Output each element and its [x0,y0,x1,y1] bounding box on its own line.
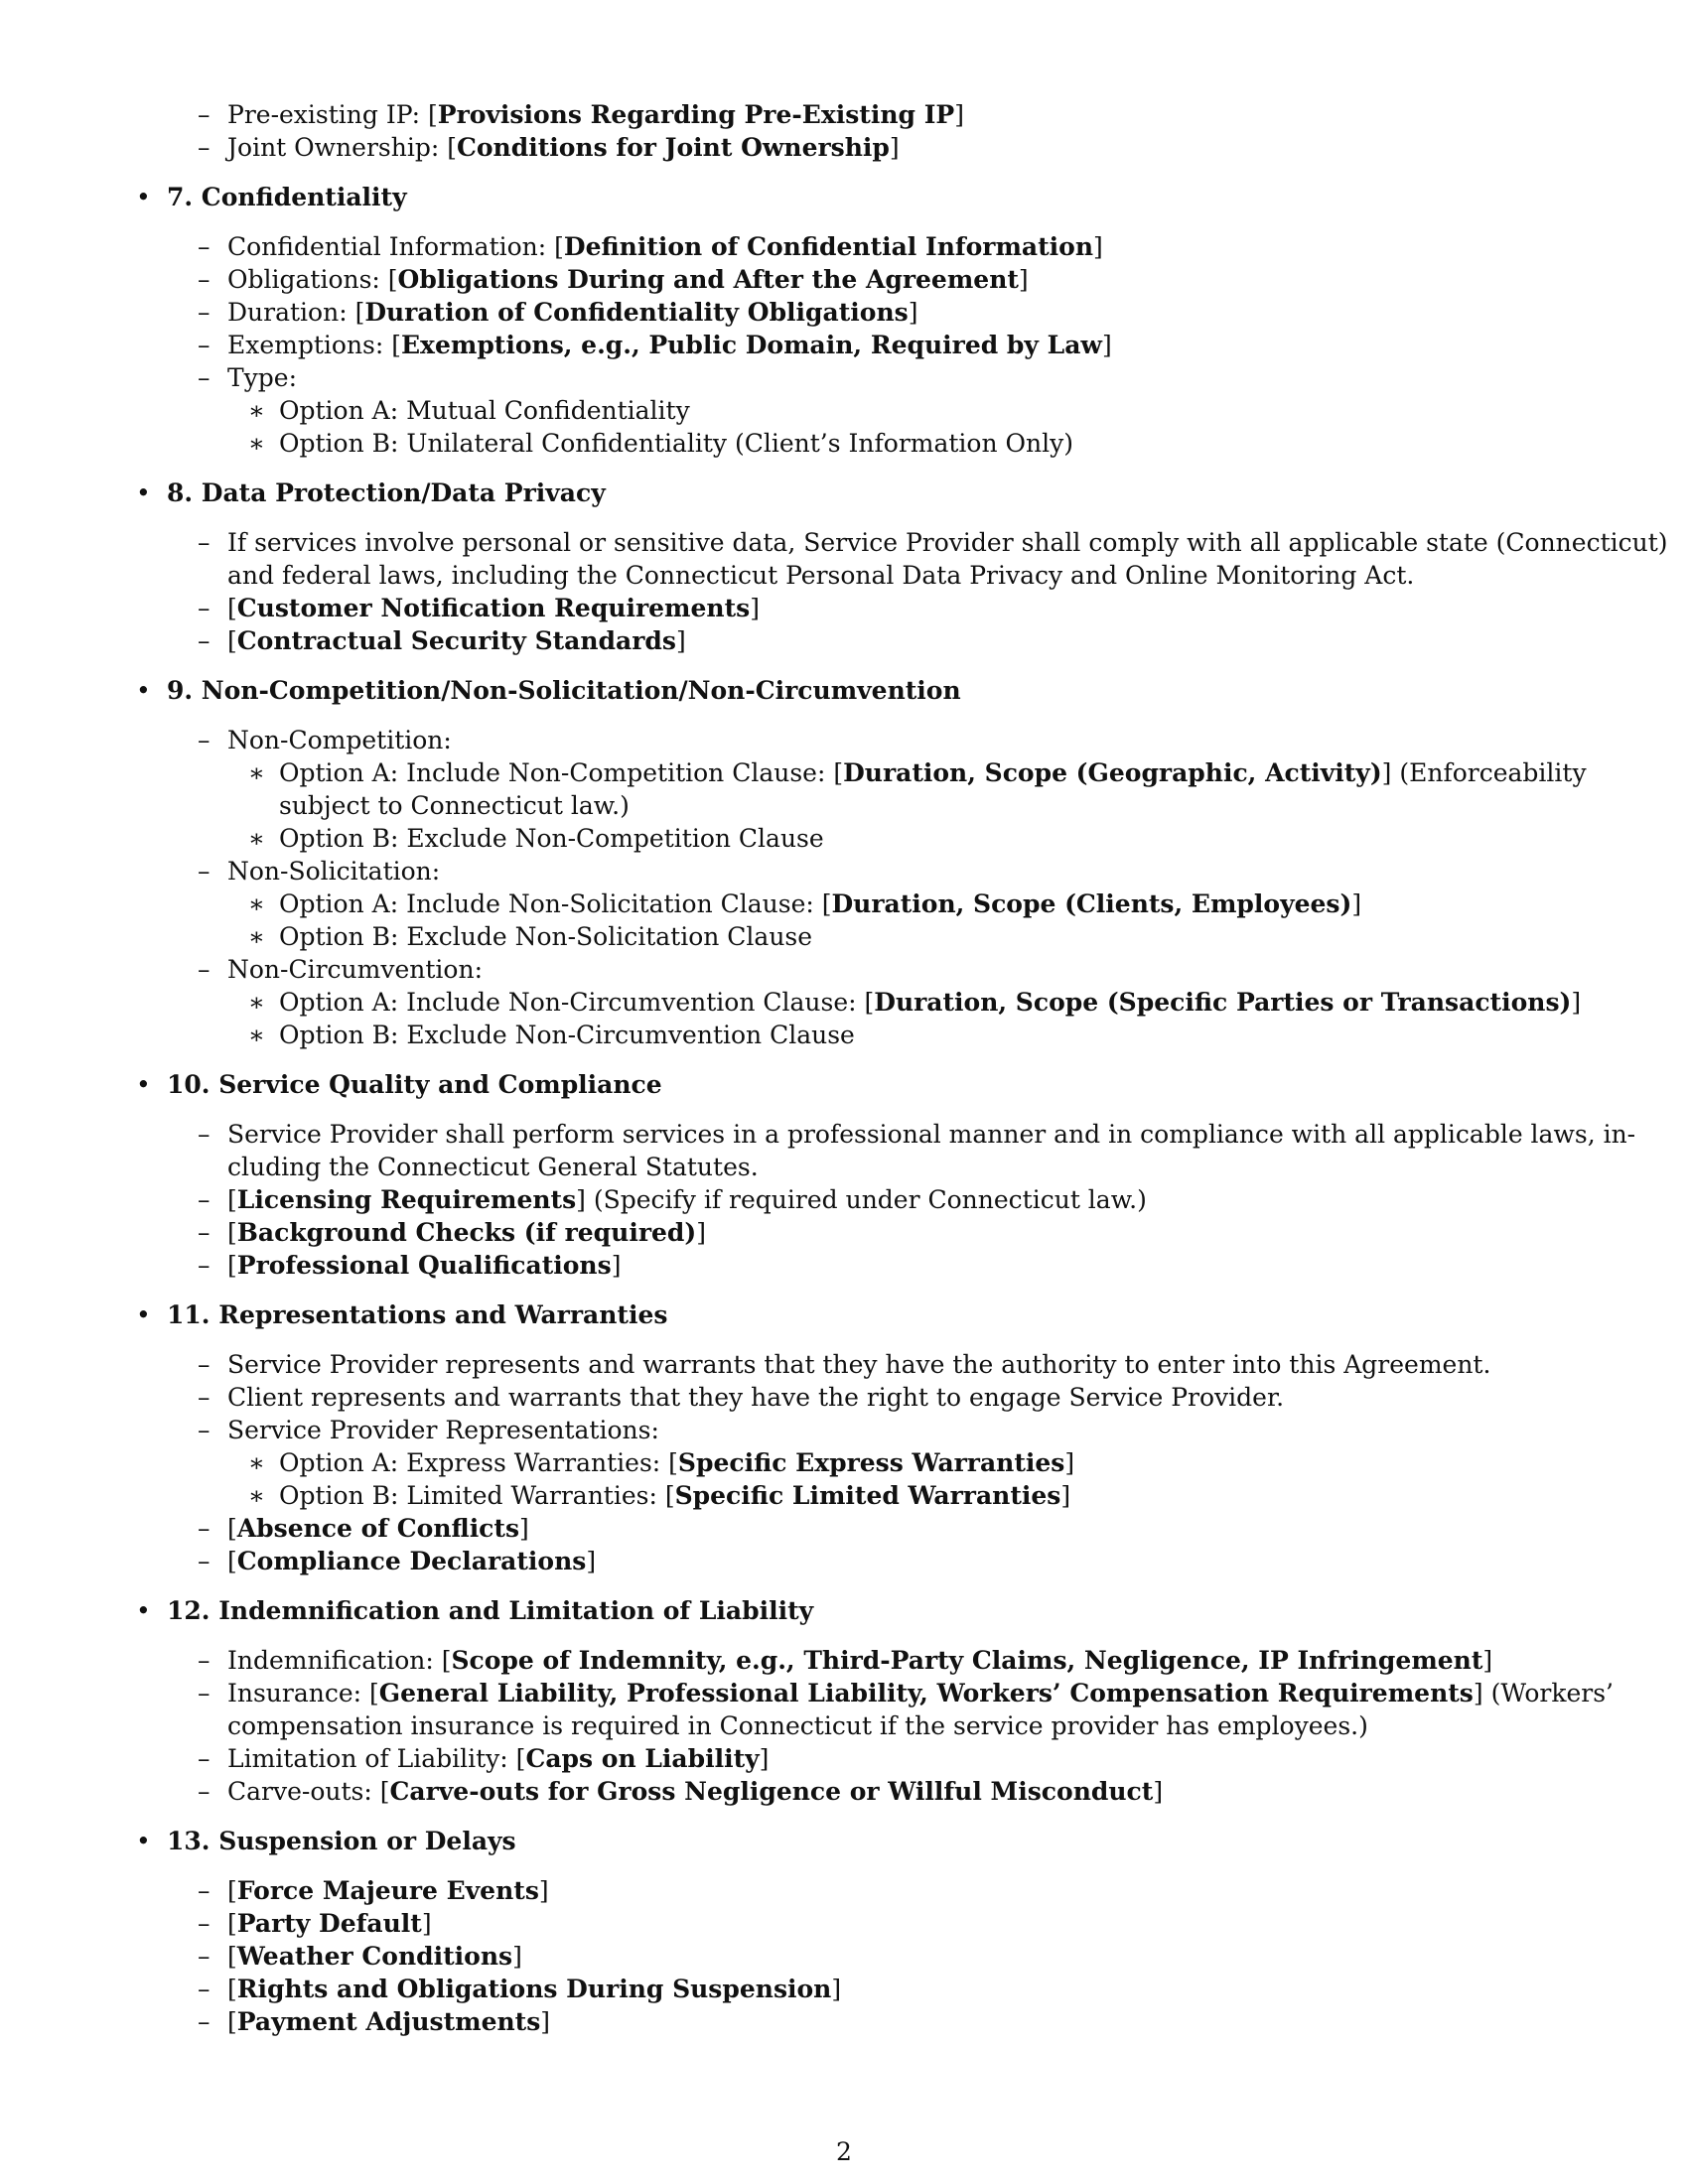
dash-marker: – [198,1942,211,1971]
text-segment: ] [611,1251,622,1280]
text-segment: [ [227,1514,237,1543]
placeholder-field: Specific Express Warranties [677,1448,1065,1477]
text-segment: ] [831,1975,842,2003]
text-segment: [ [227,2007,237,2036]
dash-marker: – [198,133,211,162]
dash-marker: – [198,528,211,557]
text-segment: Non-Circumvention: [227,955,483,984]
text-segment: cluding the Connecticut General Statutes. [227,1153,759,1181]
dash-marker: – [198,1646,211,1675]
dash-marker: – [198,1909,211,1938]
text-segment: Service Provider represents and warrants that they have the authority to enter into this Agreement. [227,1350,1491,1379]
section-heading [167,478,606,509]
text-segment: and federal laws, including the Connecticut Personal Data Privacy and Online Monitoring Act. [227,561,1415,590]
text-segment: [ [227,626,237,655]
list-item [227,1349,1490,1381]
list-item [227,1382,1284,1414]
text-segment: compensation insurance is required in Connecticut if the service provider has employees.) [227,1711,1368,1740]
text-segment: ] [1101,331,1112,359]
text-segment: Confidential Information: [ [227,232,564,261]
text-segment: [ [227,1876,237,1905]
dash-marker: – [198,955,211,984]
placeholder-field: Caps on Liability [525,1744,760,1773]
bullet-marker: • [136,478,151,507]
dash-marker: – [198,100,211,129]
dash-marker: – [198,1514,211,1543]
dash-marker: – [198,1350,211,1379]
bullet-marker: • [136,183,151,211]
text-segment: [ [227,1975,237,2003]
text-segment: [ [227,1942,237,1971]
list-item [279,1020,855,1051]
text-segment: ] [540,2007,551,2036]
list-item [227,1250,621,1282]
text-segment: ] [908,298,918,327]
list-item [227,1776,1163,1808]
placeholder-field: Party Default [236,1909,422,1938]
star-marker: ∗ [248,1448,265,1477]
section-heading [167,182,407,213]
text-segment: Option A: Mutual Confidentiality [279,396,690,425]
list-item [227,1875,549,1907]
list-item [227,1152,759,1183]
list-item [279,921,812,953]
dash-marker: – [198,1185,211,1214]
list-item [227,560,1414,592]
list-item [279,987,1581,1019]
text-segment: Service Provider Representations: [227,1416,659,1444]
text-segment: Obligations: [ [227,265,398,294]
list-item [227,1908,432,1940]
list-item [227,132,900,164]
list-item [227,1678,1614,1709]
bullet-marker: • [136,1070,151,1099]
list-item [279,757,1587,789]
dash-marker: – [198,2007,211,2036]
dash-marker: – [198,1744,211,1773]
list-item [227,264,1029,296]
dash-marker: – [198,1975,211,2003]
text-segment: Type: [227,363,298,392]
text-segment: Exemptions: [ [227,331,401,359]
text-segment: Client represents and warrants that they have the right to engage Service Provider. [227,1383,1285,1412]
text-segment: ] [1064,1448,1075,1477]
list-item [227,725,452,756]
dash-marker: – [198,1876,211,1905]
placeholder-field: Weather Conditions [236,1942,513,1971]
star-marker: ∗ [248,922,265,951]
text-segment: ] [759,1744,770,1773]
placeholder-field: Specific Limited Warranties [674,1481,1061,1510]
text-segment: Non-Competition: [227,726,452,754]
text-segment: ] [421,1909,432,1938]
list-item [227,1743,769,1775]
placeholder-field: Contractual Security Standards [236,626,676,655]
star-marker: ∗ [248,824,265,853]
section-heading [167,1299,667,1331]
placeholder-field: Scope of Indemnity, e.g., Third-Party Claims, Negligence, IP Infringement [451,1646,1483,1675]
text-segment: ] [696,1218,706,1247]
text-segment: ] [1093,232,1103,261]
text-segment: ] [889,133,900,162]
star-marker: ∗ [248,889,265,918]
text-segment: Option B: Exclude Non-Circumvention Clause [279,1021,855,1049]
placeholder-field: Provisions Regarding Pre-Existing IP [437,100,955,129]
list-item [227,1941,522,1973]
star-marker: ∗ [248,758,265,787]
placeholder-field: Background Checks (if required) [236,1218,697,1247]
placeholder-field: 8. Data Protection/Data Privacy [167,478,606,507]
dash-marker: – [198,363,211,392]
page-number: 2 [836,2137,852,2166]
placeholder-field: 10. Service Quality and Compliance [167,1070,662,1099]
text-segment: Indemnification: [ [227,1646,452,1675]
text-segment: ] [512,1942,522,1971]
text-segment: Insurance: [ [227,1679,379,1707]
star-marker: ∗ [248,429,265,458]
placeholder-field: Payment Adjustments [236,2007,541,2036]
text-segment: ] [1571,988,1582,1017]
placeholder-field: General Liability, Professional Liability, Workers’ Compensation Requirements [378,1679,1474,1707]
list-item [279,1480,1070,1512]
placeholder-field: Duration of Confidentiality Obligations [364,298,909,327]
text-segment: [ [227,1251,237,1280]
list-item [227,1513,529,1545]
text-segment: [ [227,1185,237,1214]
placeholder-field: Duration, Scope (Clients, Employees) [831,889,1352,918]
dash-marker: – [198,594,211,622]
text-segment: Option A: Include Non-Solicitation Clause: [ [279,889,832,918]
text-segment: Joint Ownership: [ [227,133,457,162]
list-item [227,1710,1368,1742]
text-segment: If services involve personal or sensitive data, Service Provider shall comply with all applicable state (Connecticut) [227,528,1668,557]
list-item [279,428,1073,460]
placeholder-field: Duration, Scope (Geographic, Activity) [843,758,1382,787]
star-marker: ∗ [248,1481,265,1510]
dash-marker: – [198,1218,211,1247]
bullet-marker: • [136,1827,151,1855]
bullet-marker: • [136,1300,151,1329]
text-segment: ] [519,1514,529,1543]
placeholder-field: Customer Notification Requirements [236,594,751,622]
dash-marker: – [198,265,211,294]
text-segment: ] [586,1547,597,1575]
placeholder-field: Absence of Conflicts [236,1514,520,1543]
text-segment: ] [1018,265,1029,294]
list-item [227,1119,1635,1151]
list-item [227,99,964,131]
list-item [227,1217,706,1249]
section-heading [167,1069,662,1101]
list-item [227,625,686,657]
text-segment: Option B: Unilateral Confidentiality (Client’s Information Only) [279,429,1073,458]
placeholder-field: 9. Non-Competition/Non-Solicitation/Non-Circumvention [167,676,961,705]
list-item [227,1184,1147,1216]
list-item [279,395,690,427]
text-segment: Carve-outs: [ [227,1777,390,1806]
dash-marker: – [198,1547,211,1575]
text-segment: ] [954,100,964,129]
text-segment: Service Provider shall perform services in a professional manner and in compliance with all applicable laws, in- [227,1120,1636,1149]
text-segment: subject to Connecticut law.) [279,791,630,820]
dash-marker: – [198,1383,211,1412]
text-segment: Option A: Express Warranties: [ [279,1448,678,1477]
list-item [227,2006,550,2038]
star-marker: ∗ [248,988,265,1017]
text-segment: [ [227,594,237,622]
text-segment: ] [750,594,760,622]
placeholder-field: 12. Indemnification and Limitation of Liability [167,1596,814,1625]
list-item [227,954,483,986]
text-segment: ] (Enforceability [1381,758,1587,787]
section-heading [167,1595,813,1627]
text-segment: Option B: Exclude Non-Competition Clause [279,824,824,853]
placeholder-field: 7. Confidentiality [167,183,407,211]
list-item [227,856,440,887]
bullet-marker: • [136,676,151,705]
placeholder-field: 13. Suspension or Delays [167,1827,516,1855]
placeholder-field: Definition of Confidential Information [563,232,1094,261]
text-segment: [ [227,1218,237,1247]
dash-marker: – [198,726,211,754]
placeholder-field: Compliance Declarations [236,1547,587,1575]
placeholder-field: Rights and Obligations During Suspension [236,1975,832,2003]
text-segment: ] (Workers’ [1473,1679,1615,1707]
dash-marker: – [198,857,211,886]
list-item [227,1546,596,1577]
dash-marker: – [198,331,211,359]
placeholder-field: Carve-outs for Gross Negligence or Willful Misconduct [389,1777,1154,1806]
text-segment: Non-Solicitation: [227,857,441,886]
text-segment: ] [1482,1646,1493,1675]
list-item [279,1447,1074,1479]
placeholder-field: Force Majeure Events [236,1876,539,1905]
text-segment: ] [538,1876,549,1905]
list-item [227,362,297,394]
placeholder-field: Licensing Requirements [236,1185,577,1214]
dash-marker: – [198,1679,211,1707]
list-item [227,1645,1492,1677]
star-marker: ∗ [248,396,265,425]
list-item [227,231,1103,263]
list-item [279,823,824,855]
section-heading [167,675,961,707]
text-segment: [ [227,1909,237,1938]
text-segment: ] (Specify if required under Connecticut law.) [576,1185,1147,1214]
list-item [227,330,1112,361]
list-item [227,1974,841,2005]
dash-marker: – [198,1416,211,1444]
dash-marker: – [198,232,211,261]
text-segment: Duration: [ [227,298,365,327]
placeholder-field: Professional Qualifications [236,1251,612,1280]
text-segment: Option A: Include Non-Competition Clause: [ [279,758,844,787]
text-segment: Option A: Include Non-Circumvention Clause: [ [279,988,875,1017]
placeholder-field: Obligations During and After the Agreement [397,265,1019,294]
text-segment: Pre-existing IP: [ [227,100,438,129]
star-marker: ∗ [248,1021,265,1049]
dash-marker: – [198,1251,211,1280]
text-segment: Option B: Exclude Non-Solicitation Clause [279,922,813,951]
list-item [279,790,630,822]
text-segment: [ [227,1547,237,1575]
list-item [227,1415,659,1446]
dash-marker: – [198,1777,211,1806]
list-item [227,593,760,624]
list-item [227,527,1668,559]
list-item [279,888,1361,920]
text-segment: ] [1351,889,1362,918]
placeholder-field: Exemptions, e.g., Public Domain, Required by Law [401,331,1102,359]
placeholder-field: 11. Representations and Warranties [167,1300,668,1329]
section-heading [167,1826,516,1857]
text-segment: Limitation of Liability: [ [227,1744,526,1773]
placeholder-field: Conditions for Joint Ownership [456,133,890,162]
text-segment: ] [1153,1777,1164,1806]
bullet-marker: • [136,1596,151,1625]
dash-marker: – [198,626,211,655]
placeholder-field: Duration, Scope (Specific Parties or Transactions) [874,988,1572,1017]
text-segment: ] [675,626,686,655]
text-segment: ] [1060,1481,1071,1510]
list-item [227,297,917,329]
dash-marker: – [198,298,211,327]
dash-marker: – [198,1120,211,1149]
text-segment: Option B: Limited Warranties: [ [279,1481,675,1510]
